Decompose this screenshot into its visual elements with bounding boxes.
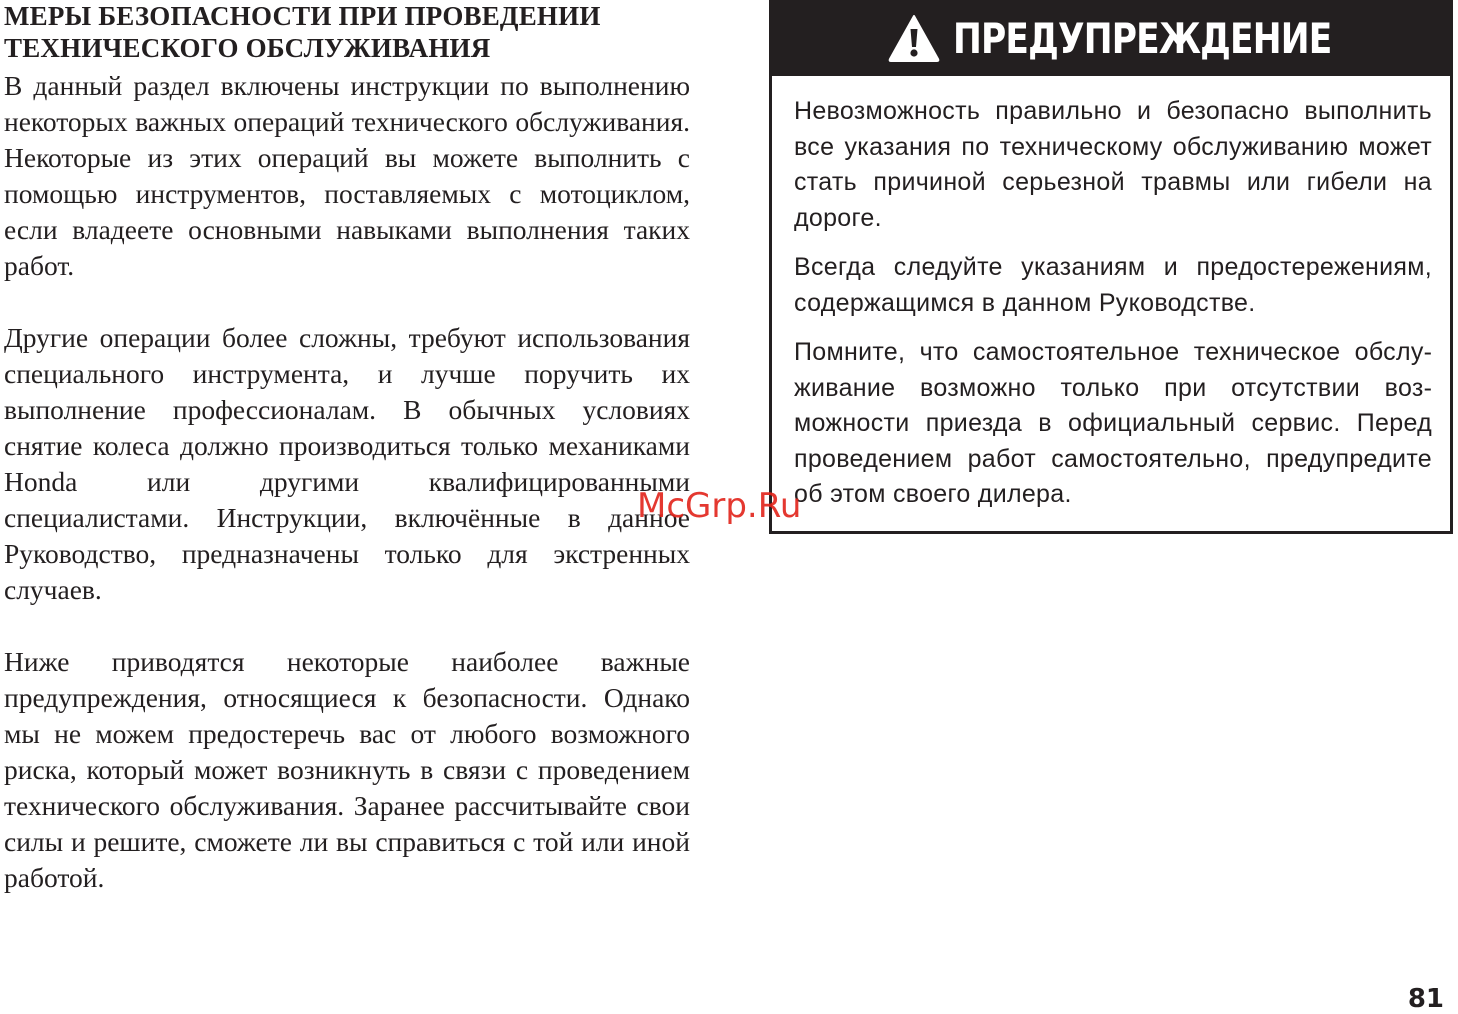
- section-title: [4, 0, 690, 64]
- warning-box: [769, 0, 1453, 534]
- section-title-line-1: МЕРЫ БЕЗОПАСНОСТИ ПРИ ПРОВЕДЕНИИ: [4, 1, 601, 31]
- warning-body: [772, 76, 1450, 513]
- paragraph-complex-operations: Другие операции более сложны, требуют использования специального инструмента, и лучше поручить их выполнение профессионалам. В обычных условиях снятие колеса должно производиться только механиками Honda или другими квалифицированными специалистами. Инструкции, включённые в данное Руководство, предназначены только для экстренных случаев.: [4, 322, 690, 605]
- paragraph-intro: В данный раздел включены инструкции по выполнению некоторых важных операций технического обслуживания. Некоторые из этих операций вы можете выполнить с помощью инструментов, поставляемых с мотоциклом, если владеете основными навыками выполнения таких работ.: [4, 70, 690, 281]
- warning-paragraph-follow-instructions: Всегда следуйте указаниям и предостережениям, содержащимся в данном Руководстве.: [794, 253, 1432, 317]
- section-title-line-2: ТЕХНИЧЕСКОГО ОБСЛУЖИВАНИЯ: [4, 33, 491, 63]
- paragraph-safety-warnings: Ниже приводятся некоторые наиболее важные предупреждения, относящиеся к безопасности. Однако мы не можем предостеречь вас от любого возможного риска, который может возникнуть в связи с проведением технического обслуживания. Заранее рассчитывайте свои силы и решите, сможете ли вы справиться с той или иной работой.: [4, 646, 690, 893]
- page-number: 81: [1407, 984, 1444, 1014]
- warning-header: [772, 0, 1450, 76]
- warning-paragraph-consequences: Невозможность правильно и безопасно выполнить все указания по техническому обслуживанию может стать причиной серьезной травмы или гибели на дороге.: [794, 97, 1432, 232]
- warning-title: ПРЕДУПРЕЖДЕНИЕ: [953, 13, 1332, 63]
- warning-paragraph-dealer-notice: Помните, что самостоятельное техническое обслуживание возможно только при отсутствии возможности приезда в официальный сервис. Перед проведением работ самостоятельно, предупредите об этом своего дилера.: [794, 338, 1432, 508]
- warning-triangle-icon: [887, 13, 941, 63]
- main-text-column: [4, 0, 690, 932]
- watermark: McGrp.Ru: [637, 486, 802, 526]
